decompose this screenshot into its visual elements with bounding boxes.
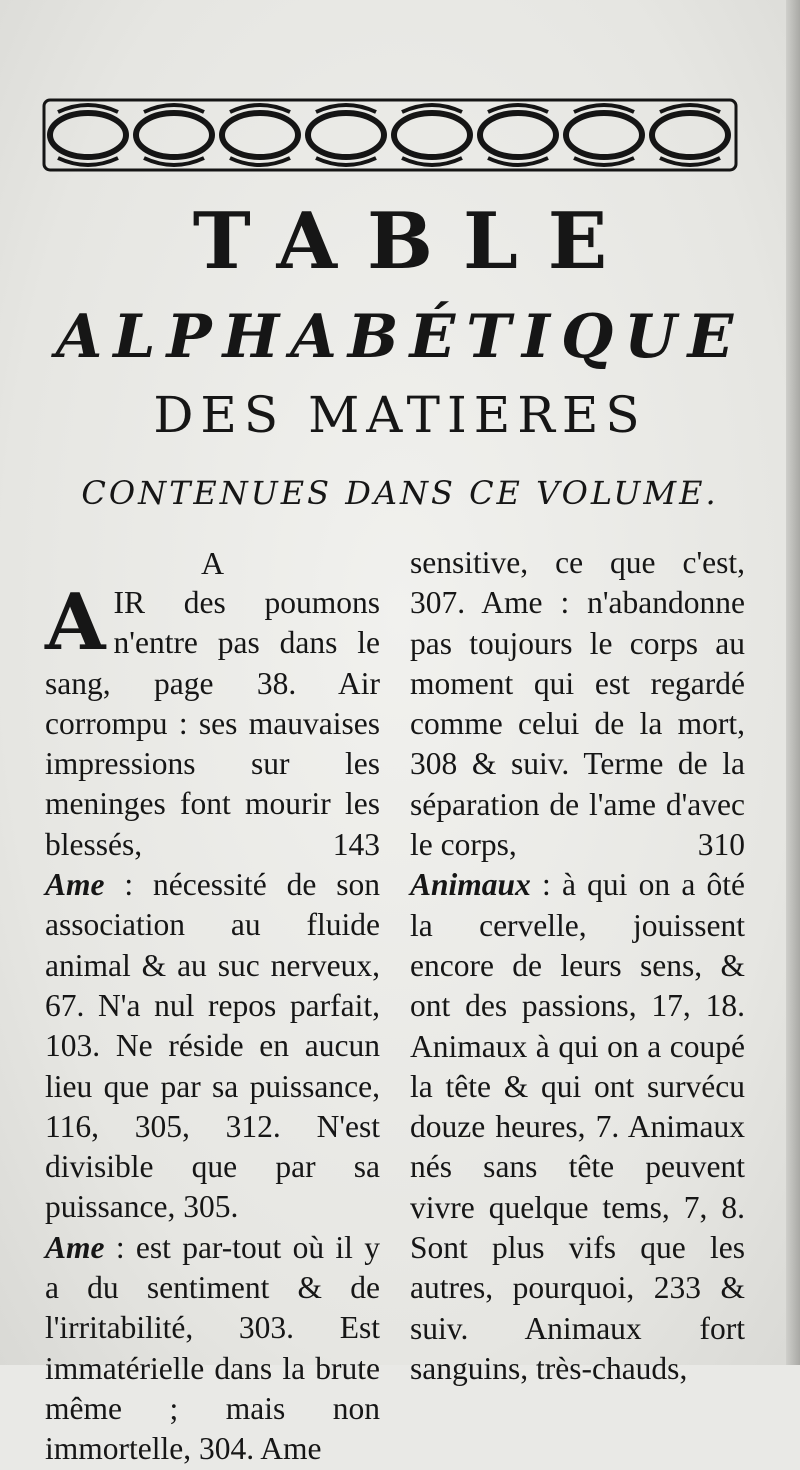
ornament-loop xyxy=(652,113,728,157)
entry-text: : à qui on a ôté la cervelle, jouissent encore de leurs sens, & ont des passions, 17, 18. Animaux à qui on a coupé la tête & qui ont survécu douze heures, 7. Animaux nés sans tête peuvent vivre quelque tems, 7, 8. Sont plus vifs que les autres, pourquoi, 233 & suiv. Animaux fort sanguins, très-chauds, xyxy=(410,867,745,1386)
entry-air xyxy=(45,577,380,865)
ornament-loop xyxy=(394,113,470,157)
subtitle-contenues: CONTENUES DANS CE VOLUME. xyxy=(81,474,719,512)
entry-keyword: Animaux xyxy=(410,867,531,903)
ornament-loop xyxy=(480,113,556,157)
entry-text: sensitive, ce que c'est, 307. Ame : n'abandonne pas toujours le corps au moment qui est regardé comme celui de la mort, 308 & suiv. Terme de la séparation de l'ame d'avec le corps, xyxy=(410,545,745,863)
entry-text: IR des poumons n'entre pas dans le sang, page 38. Air corrompu : ses mauvaises impressions sur les meninges font mourir les blessés, xyxy=(45,585,380,862)
ornament-loop xyxy=(50,113,126,157)
entry-ame-1 xyxy=(45,865,380,1228)
page-number: 143 xyxy=(332,826,380,862)
ornament-loop xyxy=(136,113,212,157)
title-table: TABLE xyxy=(192,196,638,287)
ornament-loop xyxy=(566,113,642,157)
left-column xyxy=(45,543,380,1470)
right-column xyxy=(410,543,745,1389)
entry-text: : nécessité de son association au fluide animal & au suc nerveux, 67. N'a nul repos parfait, 103. Ne réside en aucun lieu que par sa puissance, 116, 305, 312. N'est divisible que par sa puissance, 305. xyxy=(45,867,380,1225)
ornament-loop xyxy=(222,113,298,157)
entry-ame-cont xyxy=(410,543,745,865)
entry-keyword: Ame xyxy=(45,1229,105,1265)
decorative-ornament-band xyxy=(40,92,740,178)
ornament-loop xyxy=(308,113,384,157)
entry-keyword: Ame xyxy=(45,867,105,903)
entry-animaux xyxy=(410,865,745,1389)
drop-cap: A xyxy=(45,577,106,668)
title-des-matieres: DES MATIERES xyxy=(153,386,647,444)
page-number: 310 xyxy=(697,827,745,863)
entry-ame-2 xyxy=(45,1228,380,1470)
title-alphabetique: ALPHABÉTIQUE xyxy=(55,302,745,372)
section-letter: A xyxy=(200,545,225,581)
entry-text: : est par-tout où il y a du sentiment & de l'irritabilité, 303. Est immatérielle dans la brute même ; mais non immortelle, 304. Ame xyxy=(45,1229,380,1467)
